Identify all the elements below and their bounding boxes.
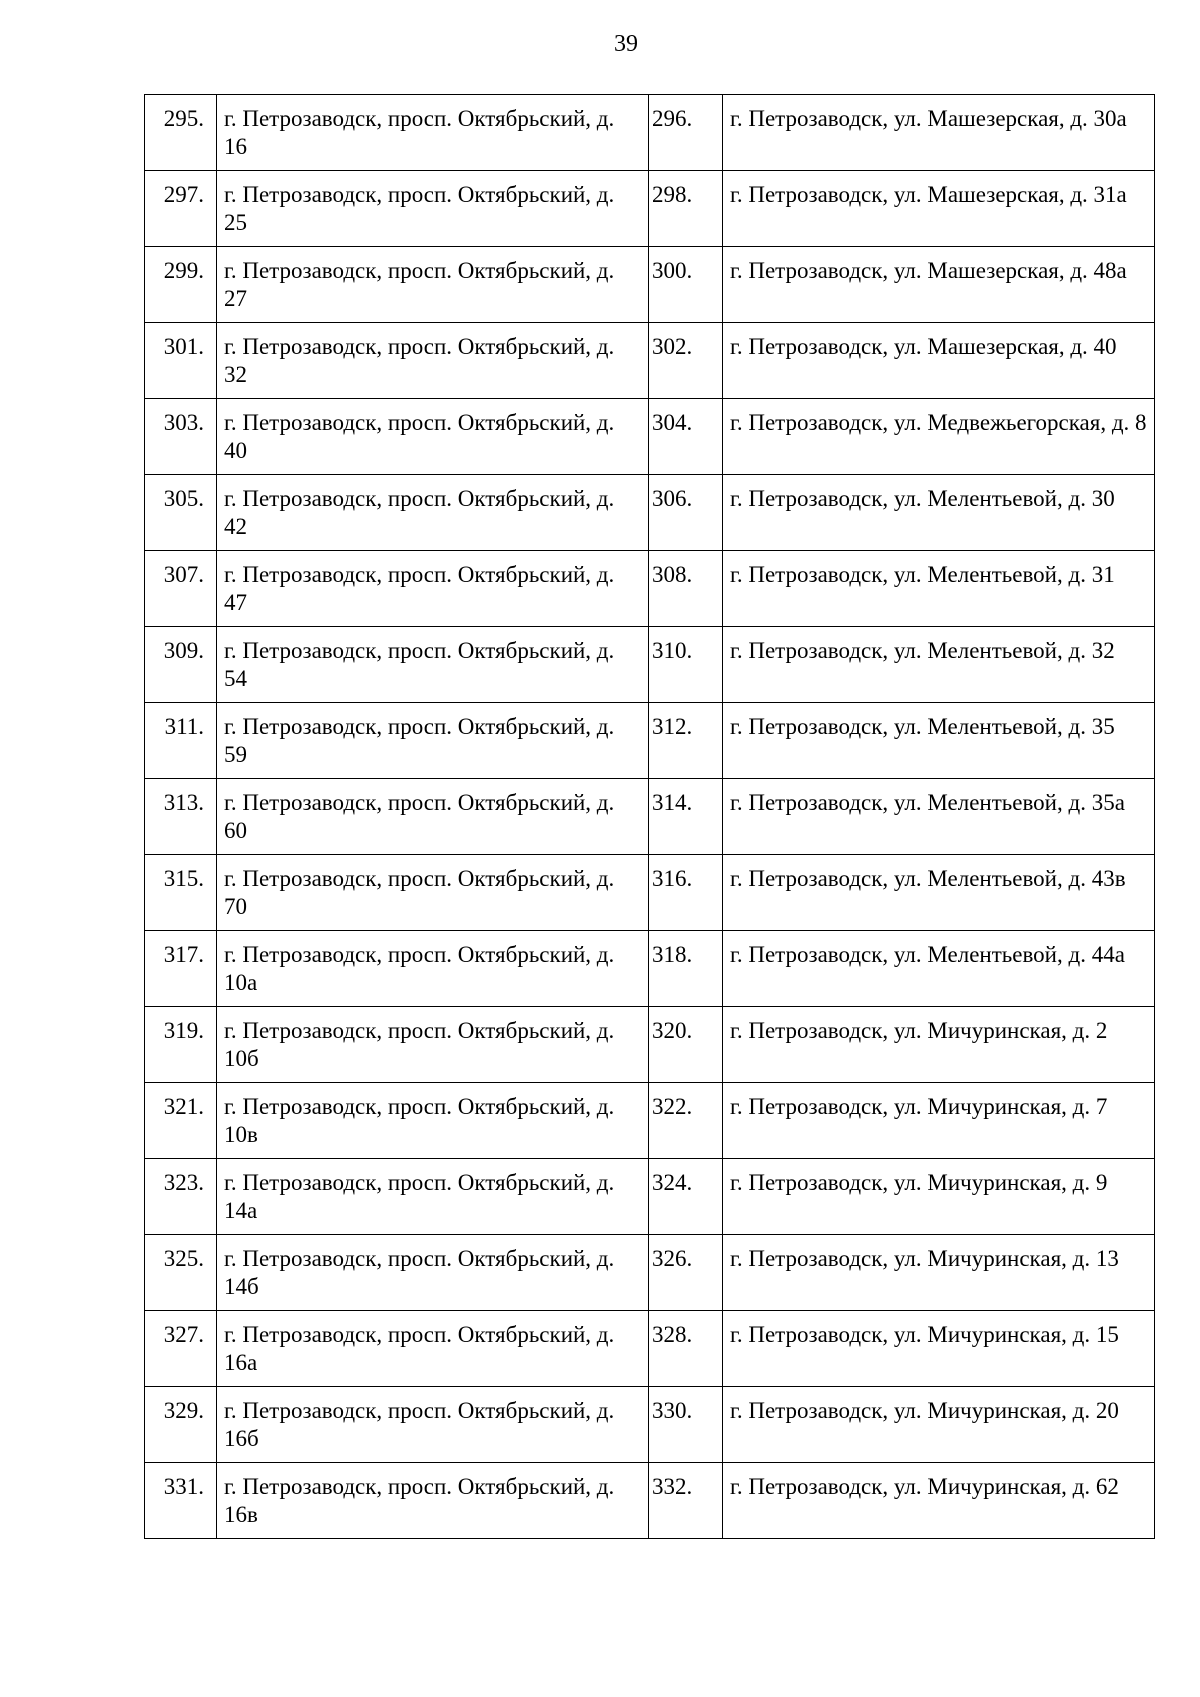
table-row [145,171,1155,247]
address-right: г. Петрозаводск, ул. Медвежьегорская, д. 8 [723,399,1155,475]
address-right: г. Петрозаводск, ул. Мелентьевой, д. 35 [723,703,1155,779]
address-right: г. Петрозаводск, ул. Мичуринская, д. 7 [723,1083,1155,1159]
table-row [145,1387,1155,1463]
entry-number-right: 330. [649,1387,723,1463]
entry-number-right: 308. [649,551,723,627]
address-right: г. Петрозаводск, ул. Мелентьевой, д. 44а [723,931,1155,1007]
table-row [145,1159,1155,1235]
entry-number-right: 322. [649,1083,723,1159]
table-row [145,475,1155,551]
entry-number-left: 305. [145,475,217,551]
entry-number-right: 304. [649,399,723,475]
address-right: г. Петрозаводск, ул. Мичуринская, д. 15 [723,1311,1155,1387]
entry-number-left: 311. [145,703,217,779]
address-right: г. Петрозаводск, ул. Мичуринская, д. 13 [723,1235,1155,1311]
address-right: г. Петрозаводск, ул. Машезерская, д. 31а [723,171,1155,247]
table-row [145,1463,1155,1539]
table-row [145,1311,1155,1387]
entry-number-right: 332. [649,1463,723,1539]
address-right: г. Петрозаводск, ул. Мичуринская, д. 9 [723,1159,1155,1235]
address-left: г. Петрозаводск, просп. Октябрьский, д. 27 [217,247,649,323]
entry-number-right: 324. [649,1159,723,1235]
address-left: г. Петрозаводск, просп. Октябрьский, д. 10а [217,931,649,1007]
address-right: г. Петрозаводск, ул. Машезерская, д. 40 [723,323,1155,399]
entry-number-right: 312. [649,703,723,779]
table-row [145,1007,1155,1083]
entry-number-left: 297. [145,171,217,247]
table-row [145,247,1155,323]
entry-number-right: 314. [649,779,723,855]
address-left: г. Петрозаводск, просп. Октябрьский, д. 54 [217,627,649,703]
address-left: г. Петрозаводск, просп. Октябрьский, д. 16а [217,1311,649,1387]
address-table-body [145,95,1155,1539]
entry-number-left: 307. [145,551,217,627]
address-right: г. Петрозаводск, ул. Мичуринская, д. 2 [723,1007,1155,1083]
address-left: г. Петрозаводск, просп. Октябрьский, д. 60 [217,779,649,855]
address-table [144,94,1155,1539]
entry-number-right: 298. [649,171,723,247]
entry-number-right: 310. [649,627,723,703]
address-right: г. Петрозаводск, ул. Машезерская, д. 48а [723,247,1155,323]
entry-number-left: 309. [145,627,217,703]
table-row [145,1083,1155,1159]
entry-number-right: 300. [649,247,723,323]
table-row [145,399,1155,475]
address-left: г. Петрозаводск, просп. Октябрьский, д. 42 [217,475,649,551]
entry-number-left: 323. [145,1159,217,1235]
address-left: г. Петрозаводск, просп. Октябрьский, д. 59 [217,703,649,779]
entry-number-right: 302. [649,323,723,399]
address-left: г. Петрозаводск, просп. Октябрьский, д. 47 [217,551,649,627]
entry-number-left: 299. [145,247,217,323]
entry-number-left: 301. [145,323,217,399]
address-left: г. Петрозаводск, просп. Октябрьский, д. 40 [217,399,649,475]
entry-number-right: 306. [649,475,723,551]
page-number: 39 [614,31,638,57]
table-row [145,703,1155,779]
entry-number-left: 325. [145,1235,217,1311]
entry-number-left: 315. [145,855,217,931]
entry-number-left: 317. [145,931,217,1007]
entry-number-right: 318. [649,931,723,1007]
table-row [145,931,1155,1007]
address-right: г. Петрозаводск, ул. Мелентьевой, д. 32 [723,627,1155,703]
table-row [145,1235,1155,1311]
entry-number-left: 321. [145,1083,217,1159]
entry-number-right: 296. [649,95,723,171]
entry-number-left: 327. [145,1311,217,1387]
entry-number-left: 331. [145,1463,217,1539]
address-right: г. Петрозаводск, ул. Мелентьевой, д. 31 [723,551,1155,627]
table-row [145,627,1155,703]
address-right: г. Петрозаводск, ул. Мелентьевой, д. 43в [723,855,1155,931]
address-right: г. Петрозаводск, ул. Машезерская, д. 30а [723,95,1155,171]
entry-number-right: 328. [649,1311,723,1387]
entry-number-left: 329. [145,1387,217,1463]
address-right: г. Петрозаводск, ул. Мичуринская, д. 20 [723,1387,1155,1463]
entry-number-left: 319. [145,1007,217,1083]
entry-number-left: 303. [145,399,217,475]
address-left: г. Петрозаводск, просп. Октябрьский, д. 16 [217,95,649,171]
address-left: г. Петрозаводск, просп. Октябрьский, д. 10б [217,1007,649,1083]
address-left: г. Петрозаводск, просп. Октябрьский, д. 16в [217,1463,649,1539]
address-left: г. Петрозаводск, просп. Октябрьский, д. 32 [217,323,649,399]
entry-number-left: 313. [145,779,217,855]
table-row [145,95,1155,171]
address-right: г. Петрозаводск, ул. Мичуринская, д. 62 [723,1463,1155,1539]
address-right: г. Петрозаводск, ул. Мелентьевой, д. 30 [723,475,1155,551]
entry-number-right: 326. [649,1235,723,1311]
entry-number-right: 320. [649,1007,723,1083]
entry-number-right: 316. [649,855,723,931]
table-row [145,855,1155,931]
table-row [145,779,1155,855]
address-right: г. Петрозаводск, ул. Мелентьевой, д. 35а [723,779,1155,855]
table-row [145,551,1155,627]
address-left: г. Петрозаводск, просп. Октябрьский, д. 70 [217,855,649,931]
address-left: г. Петрозаводск, просп. Октябрьский, д. 14а [217,1159,649,1235]
table-row [145,323,1155,399]
address-left: г. Петрозаводск, просп. Октябрьский, д. 14б [217,1235,649,1311]
address-left: г. Петрозаводск, просп. Октябрьский, д. 16б [217,1387,649,1463]
address-left: г. Петрозаводск, просп. Октябрьский, д. 25 [217,171,649,247]
entry-number-left: 295. [145,95,217,171]
address-left: г. Петрозаводск, просп. Октябрьский, д. 10в [217,1083,649,1159]
